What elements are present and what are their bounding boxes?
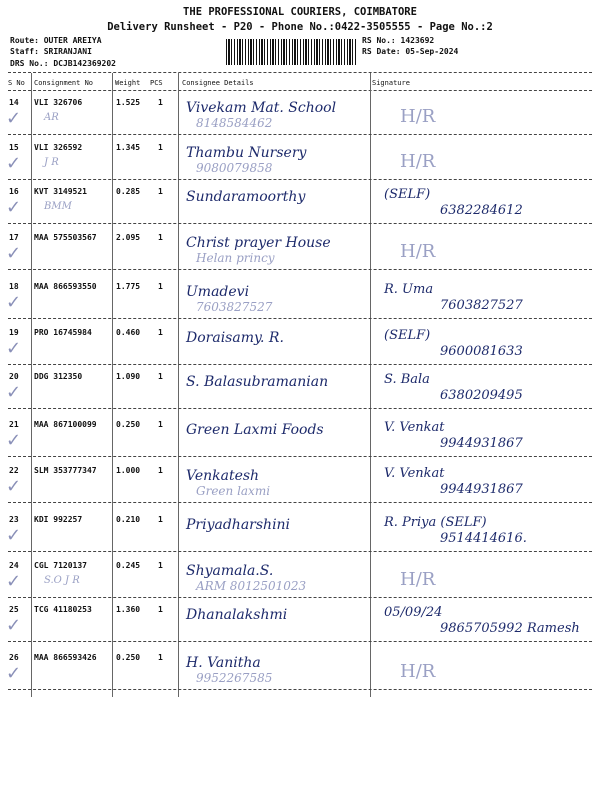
row-pcs: 1 xyxy=(158,561,163,570)
row-pcs: 1 xyxy=(158,187,163,196)
row-signature-phone: 9944931867 xyxy=(440,436,523,451)
row-divider xyxy=(8,223,592,224)
row-consignment: VLI 326592 xyxy=(34,143,83,152)
row-sno: 23 xyxy=(9,515,19,524)
row-sno: 15 xyxy=(9,143,19,152)
row-weight: 0.210 xyxy=(116,515,141,524)
row-pcs: 1 xyxy=(158,282,163,291)
row-weight: 1.090 xyxy=(116,372,141,381)
row-consignment: MAA 866593550 xyxy=(34,282,97,291)
row-divider xyxy=(8,456,592,457)
row-signature: 05/09/24 xyxy=(384,605,443,620)
row-signature: H/R xyxy=(400,241,436,262)
row-weight: 0.245 xyxy=(116,561,141,570)
row-signature: V. Venkat xyxy=(384,466,445,481)
row-consignment: MAA 866593426 xyxy=(34,653,97,662)
row-consignee-name: Vivekam Mat. School xyxy=(186,100,337,116)
row-pcs: 1 xyxy=(158,372,163,381)
row-signature: (SELF) xyxy=(384,328,431,343)
checkmark-icon: ✓ xyxy=(6,108,22,129)
row-signature: H/R xyxy=(400,661,436,682)
row-signature-phone: 9865705992 Ramesh xyxy=(440,621,580,636)
row-divider xyxy=(8,551,592,552)
row-note: J R xyxy=(44,157,59,168)
row-sno: 25 xyxy=(9,605,19,614)
row-note: AR xyxy=(44,112,59,123)
checkmark-icon: ✓ xyxy=(6,525,22,546)
row-divider xyxy=(8,502,592,503)
col-line xyxy=(370,73,371,697)
row-signature: (SELF) xyxy=(384,187,431,202)
row-consignee-name: Shyamala.S. xyxy=(186,563,274,579)
row-sno: 24 xyxy=(9,561,19,570)
row-consignment: KVT 3149521 xyxy=(34,187,87,196)
row-pcs: 1 xyxy=(158,328,163,337)
checkmark-icon: ✓ xyxy=(6,338,22,359)
row-consignee-sub: Helan princy xyxy=(196,251,275,265)
row-divider xyxy=(8,269,592,270)
checkmark-icon: ✓ xyxy=(6,615,22,636)
row-consignee-name: Thambu Nursery xyxy=(186,145,307,161)
row-weight: 1.360 xyxy=(116,605,141,614)
row-pcs: 1 xyxy=(158,420,163,429)
col-line xyxy=(112,73,113,697)
row-consignment: VLI 326706 xyxy=(34,98,83,107)
row-sno: 17 xyxy=(9,233,19,242)
company-title: THE PROFESSIONAL COURIERS, COIMBATORE xyxy=(183,6,417,18)
row-pcs: 1 xyxy=(158,143,163,152)
row-divider xyxy=(8,597,592,598)
row-divider xyxy=(8,179,592,180)
drs-label: DRS No.: DCJB142369202 xyxy=(10,59,116,68)
checkmark-icon: ✓ xyxy=(6,663,22,684)
row-weight: 1.525 xyxy=(116,98,141,107)
row-consignee-name: S. Balasubramanian xyxy=(186,374,329,390)
row-consignee-sub: 9080079858 xyxy=(196,161,273,175)
row-consignee-name: Green Laxmi Foods xyxy=(186,422,324,438)
checkmark-icon: ✓ xyxy=(6,571,22,592)
row-sno: 14 xyxy=(9,98,19,107)
row-pcs: 1 xyxy=(158,653,163,662)
row-consignment: TCG 41180253 xyxy=(34,605,92,614)
checkmark-icon: ✓ xyxy=(6,153,22,174)
row-weight: 0.250 xyxy=(116,653,141,662)
col-consignee: Consignee Details xyxy=(182,79,254,87)
row-pcs: 1 xyxy=(158,233,163,242)
runsheet-title: Delivery Runsheet - P20 - Phone No.:0422-3505555 - Page No.:2 xyxy=(107,21,493,33)
checkmark-icon: ✓ xyxy=(6,243,22,264)
checkmark-icon: ✓ xyxy=(6,197,22,218)
row-consignment: PRO 16745984 xyxy=(34,328,92,337)
row-signature: H/R xyxy=(400,106,436,127)
col-signature: Signature xyxy=(372,79,410,87)
checkmark-icon: ✓ xyxy=(6,382,22,403)
row-signature-phone: 6380209495 xyxy=(440,388,523,403)
row-consignment: MAA 867100099 xyxy=(34,420,97,429)
row-sno: 26 xyxy=(9,653,19,662)
col-pcs: PCS xyxy=(150,79,163,87)
row-signature-phone: 9944931867 xyxy=(440,482,523,497)
row-signature-phone: 7603827527 xyxy=(440,298,523,313)
row-signature: V. Venkat xyxy=(384,420,445,435)
row-sno: 22 xyxy=(9,466,19,475)
staff-label: Staff: SRIRANJANI xyxy=(10,47,92,56)
row-divider xyxy=(8,689,592,690)
row-signature-phone: 6382284612 xyxy=(440,203,523,218)
row-consignee-name: Umadevi xyxy=(186,284,250,300)
rs-date-label: RS Date: 05-Sep-2024 xyxy=(362,47,459,56)
row-weight: 2.095 xyxy=(116,233,141,242)
row-consignee-name: Sundaramoorthy xyxy=(186,189,306,205)
row-signature: H/R xyxy=(400,151,436,172)
row-sno: 16 xyxy=(9,187,19,196)
row-consignment: DDG 312350 xyxy=(34,372,83,381)
row-sno: 21 xyxy=(9,420,19,429)
row-weight: 1.775 xyxy=(116,282,141,291)
row-weight: 1.345 xyxy=(116,143,141,152)
row-pcs: 1 xyxy=(158,466,163,475)
row-consignment: KDI 992257 xyxy=(34,515,83,524)
col-consignment: Consignment No xyxy=(34,79,94,87)
row-consignee-name: Priyadharshini xyxy=(186,517,291,533)
row-sno: 19 xyxy=(9,328,19,337)
col-line xyxy=(178,73,179,697)
row-sno: 18 xyxy=(9,282,19,291)
row-pcs: 1 xyxy=(158,515,163,524)
row-consignee-sub: 7603827527 xyxy=(196,300,273,314)
row-signature: R. Uma xyxy=(384,282,434,297)
header-divider xyxy=(8,72,592,73)
rs-no-label: RS No.: 1423692 xyxy=(362,36,435,45)
col-line xyxy=(31,73,32,697)
row-consignment: SLM 353777347 xyxy=(34,466,97,475)
checkmark-icon: ✓ xyxy=(6,476,22,497)
row-signature-phone: 9514414616. xyxy=(440,531,527,546)
row-consignee-sub: Green laxmi xyxy=(196,484,271,498)
row-consignee-name: Doraisamy. R. xyxy=(186,330,284,346)
row-consignment: CGL 7120137 xyxy=(34,561,87,570)
row-signature: R. Priya (SELF) xyxy=(384,515,487,530)
checkmark-icon: ✓ xyxy=(6,430,22,451)
row-weight: 0.285 xyxy=(116,187,141,196)
route-label: Route: OUTER AREIYA xyxy=(10,36,102,45)
row-divider xyxy=(8,408,592,409)
row-weight: 0.250 xyxy=(116,420,141,429)
row-divider xyxy=(8,318,592,319)
barcode xyxy=(226,39,358,65)
row-consignee-sub: ARM 8012501023 xyxy=(196,579,307,593)
row-consignee-name: H. Vanitha xyxy=(186,655,261,671)
col-weight: Weight xyxy=(115,79,141,87)
row-weight: 1.000 xyxy=(116,466,141,475)
row-consignee-sub: 9952267585 xyxy=(196,671,273,685)
row-divider xyxy=(8,364,592,365)
row-consignee-sub: 8148584462 xyxy=(196,116,273,130)
columns-divider xyxy=(8,90,592,91)
row-signature: H/R xyxy=(400,569,436,590)
col-sno: S No xyxy=(8,79,25,87)
row-note: BMM xyxy=(44,201,72,212)
row-consignee-name: Dhanalakshmi xyxy=(186,607,288,623)
row-consignee-name: Christ prayer House xyxy=(186,235,331,251)
row-consignee-name: Venkatesh xyxy=(186,468,260,484)
row-consignment: MAA 575503567 xyxy=(34,233,97,242)
row-divider xyxy=(8,134,592,135)
row-weight: 0.460 xyxy=(116,328,141,337)
row-note: S.O J R xyxy=(44,575,80,586)
row-pcs: 1 xyxy=(158,98,163,107)
row-signature: S. Bala xyxy=(384,372,430,387)
row-signature-phone: 9600081633 xyxy=(440,344,523,359)
row-pcs: 1 xyxy=(158,605,163,614)
row-sno: 20 xyxy=(9,372,19,381)
checkmark-icon: ✓ xyxy=(6,292,22,313)
row-divider xyxy=(8,641,592,642)
